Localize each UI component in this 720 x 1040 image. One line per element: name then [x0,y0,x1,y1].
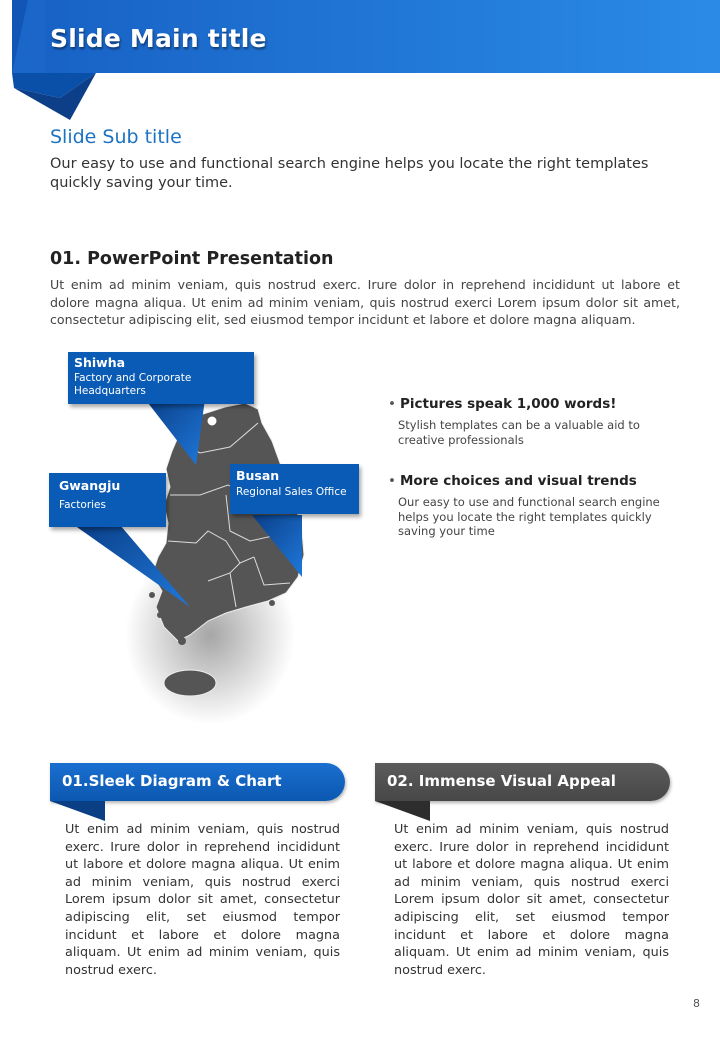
callout-shiwha-desc: Factory and Corporate Headquarters [74,372,192,397]
column-right-text: Ut enim ad minim veniam, quis nostrud exerc. Irure dolor in reprehend incididunt ut labore et dolore magna aliqua. Ut enim ad minim veniam, quis nostrud exerci Lorem ipsum dolor sit amet, consectetur adipiscing elit, set eiusmod tempor incidunt et labore et dolore magna aliquam. Ut enim ad minim veniam, quis nostrud exerc. [394,822,669,978]
callout-gwangju [49,473,166,527]
column-left-text: Ut enim ad minim veniam, quis nostrud exerc. Irure dolor in reprehend incididunt ut labore et dolore magna aliqua. Ut enim ad minim veniam, quis nostrud exerci Lorem ipsum dolor sit amet, consectetur adipiscing elit, set eiusmod tempor incidunt et labore et dolore magna aliquam. Ut enim ad minim veniam, quis nostrud exerc. [65,822,340,978]
slide-main-title: Slide Main title [50,24,267,53]
slide-sub-title: Slide Sub title [50,126,182,148]
bullet-desc: Our easy to use and functional search engine helps you locate the right templates quickly saving your time [398,495,660,538]
tab-visual-appeal-label: 02. Immense Visual Appeal [387,772,616,790]
bullet-dot-icon: • [388,396,396,412]
callout-busan-title: Busan [236,468,280,483]
callout-gwangju-desc: Factories [59,499,106,511]
section-heading: 01. PowerPoint Presentation [50,249,334,269]
bullet-title: More choices and visual trends [399,473,637,489]
section-body: Ut enim ad minim veniam, quis nostrud exerc. Irure dolor in reprehend incididunt ut labore et dolore magna aliqua. Ut enim ad minim veniam, quis nostrud exerci Lorem ipsum dolor sit amet, consectetur adipiscing elit, sed eiusmod tempor incidunt et labore et dolore magna aliquam. [50,277,680,327]
callout-busan [230,464,359,514]
bullet-dot-icon: • [388,473,396,489]
callout-gwangju-title: Gwangju [59,478,121,493]
korea-map-graphic [40,345,380,745]
korea-map-svg [40,345,380,745]
bullet-list [388,396,678,565]
tab-sleek-diagram [50,763,345,801]
bullet-desc: Stylish templates can be a valuable aid to creative professionals [398,418,640,447]
island [178,637,186,645]
island [157,612,163,618]
callout-busan-desc: Regional Sales Office [236,486,347,498]
callout-shiwha-title: Shiwha [74,355,126,370]
bullet-item [388,473,678,539]
callout-shiwha [68,352,254,404]
island [207,416,217,426]
tab-fold-gray [375,801,430,821]
intro-text: Our easy to use and functional search engine helps you locate the right templates quickly saving your time. [50,156,649,191]
bullet-title: Pictures speak 1,000 words! [399,396,617,412]
tab-sleek-diagram-label: 01.Sleek Diagram & Chart [62,772,282,790]
header-ribbon-fold [0,0,110,130]
jeju-island [164,670,216,696]
page-number: 8 [693,997,700,1010]
tab-visual-appeal [375,763,670,801]
bullet-item [388,396,678,447]
island [149,592,155,598]
island [269,600,275,606]
tab-fold-blue [50,801,105,821]
